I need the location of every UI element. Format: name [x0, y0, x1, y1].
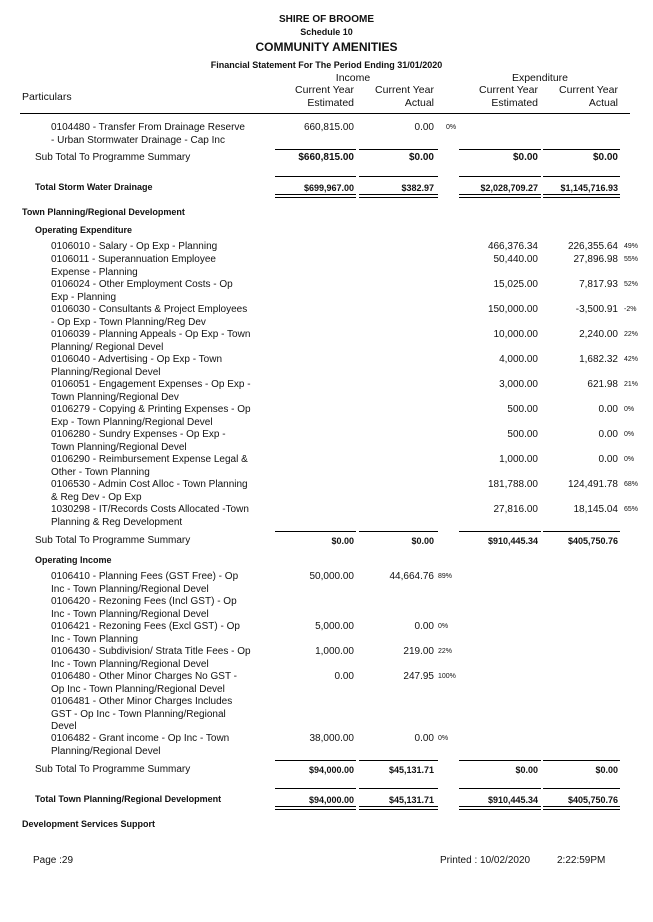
exp-estimated-cell: 466,376.34: [487, 241, 538, 252]
exp-percent-cell: 0%: [624, 406, 635, 413]
subtotal-exp-estimated: $910,445.34: [487, 536, 538, 546]
subtotal-income-actual: $0.00: [411, 536, 434, 546]
exp-actual-cell: 621.98: [587, 379, 618, 390]
divider: [543, 788, 620, 789]
exp-estimated-cell: 27,816.00: [493, 504, 538, 515]
income-actual-header-2: Actual: [404, 97, 434, 109]
exp-actual-cell: 27,896.98: [573, 254, 618, 265]
exp-actual-header-1: Current Year: [559, 84, 618, 96]
exp-percent-cell: 68%: [624, 481, 639, 488]
table-row-description: 0106010 - Salary - Op Exp - Planning: [51, 241, 218, 252]
section-heading: Development Services Support: [22, 819, 156, 829]
divider: [275, 176, 356, 177]
table-row-description: 0106290 - Reimbursement Expense Legal & Other - Town Planning: [51, 454, 248, 478]
divider: [275, 149, 356, 150]
total-income-actual: $382.97: [401, 183, 434, 193]
exp-percent-cell: -2%: [624, 306, 637, 313]
divider: [459, 531, 541, 532]
exp-estimated-cell: 1,000.00: [499, 454, 538, 465]
exp-estimated-header-1: Current Year: [479, 84, 538, 96]
exp-actual-cell: -3,500.91: [575, 304, 618, 315]
total-town-planning-label: Total Town Planning/Regional Development: [35, 794, 222, 804]
total-income-actual: $45,131.71: [388, 795, 434, 805]
org-name: SHIRE OF BROOME: [278, 14, 374, 25]
subtotal-exp-estimated: $0.00: [515, 765, 538, 775]
exp-percent-cell: 0%: [624, 456, 635, 463]
income-estimated-cell: 660,815.00: [303, 122, 354, 133]
divider: [543, 760, 620, 761]
total-exp-estimated: $2,028,709.27: [480, 183, 538, 193]
double-rule: [459, 194, 541, 198]
subtotal-exp-actual: $405,750.76: [567, 536, 618, 546]
table-row-description: 0106480 - Other Minor Charges No GST - Op Inc - Town Planning/Regional Devel: [51, 671, 238, 695]
section-heading: Town Planning/Regional Development: [22, 207, 185, 217]
divider: [459, 760, 541, 761]
income-estimated-cell: 0.00: [334, 671, 354, 682]
total-income-estimated: $699,967.00: [303, 183, 354, 193]
income-percent-cell: 0%: [438, 623, 449, 630]
subtotal-income-estimated: $0.00: [331, 536, 354, 546]
exp-estimated-cell: 50,440.00: [493, 254, 538, 265]
divider: [359, 176, 438, 177]
double-rule: [543, 806, 620, 810]
table-row-description: 0106280 - Sundry Expenses - Op Exp - Town Planning/Regional Devel: [51, 429, 226, 453]
table-row-description: 0106040 - Advertising - Op Exp - Town Planning/Regional Devel: [51, 354, 223, 378]
printed-time: 2:22:59PM: [557, 855, 606, 866]
total-exp-actual: $1,145,716.93: [560, 183, 618, 193]
income-actual-cell: 0.00: [414, 733, 434, 744]
exp-estimated-cell: 4,000.00: [499, 354, 538, 365]
divider: [459, 149, 541, 150]
income-actual-cell: 0.00: [414, 621, 434, 632]
subtotal-exp-estimated: $0.00: [512, 152, 538, 163]
section-title: COMMUNITY AMENITIES: [255, 40, 398, 54]
exp-percent-cell: 22%: [624, 331, 639, 338]
divider: [543, 176, 620, 177]
income-estimated-header-2: Estimated: [307, 97, 354, 109]
divider: [459, 788, 541, 789]
income-percent-cell: 0%: [438, 735, 449, 742]
income-estimated-cell: 5,000.00: [315, 621, 354, 632]
table-row-description: 0106279 - Copying & Printing Expenses - Op Exp - Town Planning/Regional Devel: [51, 404, 251, 428]
table-row-description: 0106530 - Admin Cost Alloc - Town Planning & Reg Dev - Op Exp: [51, 479, 248, 503]
divider: [359, 760, 438, 761]
table-row-description: 0106421 - Rezoning Fees (Excl GST) - Op Inc - Town Planning: [51, 621, 240, 645]
divider: [275, 531, 356, 532]
exp-estimated-cell: 500.00: [507, 404, 538, 415]
exp-estimated-cell: 181,788.00: [487, 479, 538, 490]
table-row-description: 0106030 - Consultants & Project Employees - Op Exp - Town Planning/Reg Dev: [51, 304, 248, 328]
page-number: Page :29: [33, 855, 74, 866]
divider: [543, 531, 620, 532]
subtotal-exp-actual: $0.00: [595, 765, 618, 775]
exp-actual-cell: 226,355.64: [567, 241, 618, 252]
exp-actual-cell: 0.00: [598, 429, 618, 440]
exp-estimated-header-2: Estimated: [491, 97, 538, 109]
printed-date: Printed : 10/02/2020: [440, 855, 531, 866]
subtotal-label: Sub Total To Programme Summary: [35, 764, 191, 775]
double-rule: [359, 806, 438, 810]
income-estimated-header-1: Current Year: [295, 84, 354, 96]
statement-title: Financial Statement For The Period Ending 31/01/2020: [210, 60, 443, 70]
exp-actual-header-2: Actual: [588, 97, 618, 109]
income-actual-cell: 219.00: [403, 646, 434, 657]
subtotal-income-actual: $45,131.71: [388, 765, 434, 775]
operating-expenditure-heading: Operating Expenditure: [35, 225, 133, 235]
particulars-header: Particulars: [22, 91, 72, 103]
exp-percent-cell: 65%: [624, 506, 639, 513]
exp-estimated-cell: 15,025.00: [493, 279, 538, 290]
table-row-description: 0106410 - Planning Fees (GST Free) - Op Inc - Town Planning/Regional Devel: [51, 571, 239, 595]
exp-estimated-cell: 3,000.00: [499, 379, 538, 390]
subtotal-exp-actual: $0.00: [592, 152, 618, 163]
table-row-description: 0106039 - Planning Appeals - Op Exp - Town Planning/ Regional Devel: [51, 329, 251, 353]
divider: [275, 760, 356, 761]
operating-income-heading: Operating Income: [35, 555, 112, 565]
table-row-description: 0106420 - Rezoning Fees (Incl GST) - Op Inc - Town Planning/Regional Devel: [51, 596, 237, 620]
double-rule: [543, 194, 620, 198]
total-exp-estimated: $910,445.34: [487, 795, 538, 805]
exp-percent-cell: 52%: [624, 281, 639, 288]
exp-percent-cell: 42%: [624, 356, 639, 363]
table-row-description: 0106051 - Engagement Expenses - Op Exp - Town Planning/Regional Dev: [51, 379, 251, 403]
exp-percent-cell: 49%: [624, 243, 639, 250]
income-percent-cell: 0%: [446, 124, 457, 131]
total-storm-label: Total Storm Water Drainage: [35, 182, 153, 192]
table-row-description: 0106024 - Other Employment Costs - Op Exp - Planning: [51, 279, 233, 303]
subtotal-income-estimated: $660,815.00: [298, 152, 354, 163]
subtotal-label: Sub Total To Programme Summary: [35, 535, 191, 546]
exp-actual-cell: 2,240.00: [579, 329, 618, 340]
exp-actual-cell: 0.00: [598, 454, 618, 465]
income-estimated-cell: 38,000.00: [309, 733, 354, 744]
income-actual-cell: 247.95: [403, 671, 434, 682]
divider: [459, 176, 541, 177]
table-row-description: 0106481 - Other Minor Charges Includes GST - Op Inc - Town Planning/Regional Devel: [51, 696, 233, 732]
income-actual-header-1: Current Year: [375, 84, 434, 96]
subtotal-income-actual: $0.00: [408, 152, 434, 163]
exp-actual-cell: 124,491.78: [567, 479, 618, 490]
expenditure-header: Expenditure: [511, 72, 569, 84]
double-rule: [459, 806, 541, 810]
exp-estimated-cell: 500.00: [507, 429, 538, 440]
income-actual-cell: 0.00: [414, 122, 434, 133]
table-row-description: 0106482 - Grant income - Op Inc - Town Planning/Regional Devel: [51, 733, 230, 757]
exp-actual-cell: 18,145.04: [573, 504, 618, 515]
income-percent-cell: 100%: [438, 673, 456, 680]
subtotal-label: Sub Total To Programme Summary: [35, 152, 191, 163]
divider: [359, 149, 438, 150]
divider: [543, 149, 620, 150]
header-rule: [20, 113, 630, 114]
divider: [359, 788, 438, 789]
list-item: 0104480 - Transfer From Drainage Reserve - Urban Stormwater Drainage - Cap Inc: [51, 122, 245, 146]
exp-percent-cell: 21%: [624, 381, 639, 388]
exp-estimated-cell: 10,000.00: [493, 329, 538, 340]
exp-actual-cell: 7,817.93: [579, 279, 618, 290]
exp-percent-cell: 55%: [624, 256, 639, 263]
exp-estimated-cell: 150,000.00: [487, 304, 538, 315]
table-row-description: 1030298 - IT/Records Costs Allocated -Town Planning & Reg Development: [51, 504, 249, 528]
double-rule: [275, 194, 356, 198]
divider: [359, 531, 438, 532]
income-estimated-cell: 50,000.00: [309, 571, 354, 582]
double-rule: [359, 194, 438, 198]
income-percent-cell: 22%: [438, 648, 453, 655]
income-percent-cell: 89%: [438, 573, 453, 580]
exp-percent-cell: 0%: [624, 431, 635, 438]
divider: [275, 788, 356, 789]
income-actual-cell: 44,664.76: [389, 571, 434, 582]
total-exp-actual: $405,750.76: [567, 795, 618, 805]
schedule-label: Schedule 10: [300, 27, 353, 37]
table-row-description: 0106011 - Superannuation Employee Expense - Planning: [51, 254, 216, 278]
double-rule: [275, 806, 356, 810]
exp-actual-cell: 0.00: [598, 404, 618, 415]
table-row-description: 0106430 - Subdivision/ Strata Title Fees - Op Inc - Town Planning/Regional Devel: [51, 646, 251, 670]
subtotal-income-estimated: $94,000.00: [308, 765, 354, 775]
exp-actual-cell: 1,682.32: [579, 354, 618, 365]
income-header: Income: [335, 72, 371, 84]
income-estimated-cell: 1,000.00: [315, 646, 354, 657]
total-income-estimated: $94,000.00: [308, 795, 354, 805]
